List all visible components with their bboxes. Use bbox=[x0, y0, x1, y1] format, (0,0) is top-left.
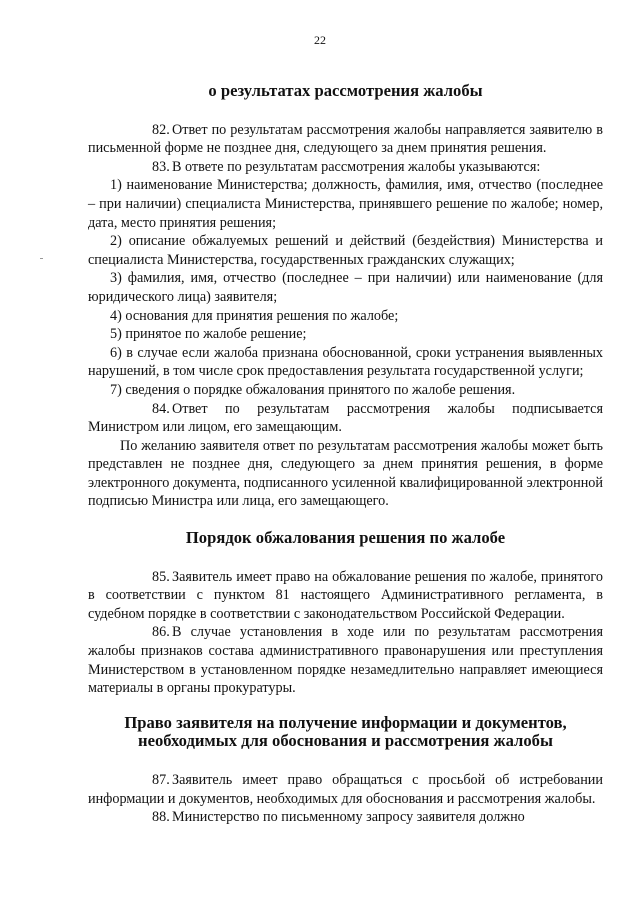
margin-mark bbox=[40, 258, 43, 259]
paragraph-text: Заявитель имеет право обращаться с просьбой об истребовании информации и документов, необходимых для обоснования и рассмотрения жалобы. bbox=[88, 772, 603, 807]
paragraph-number: 85. bbox=[152, 568, 170, 585]
list-item-5: 5) принятое по жалобе решение; bbox=[110, 326, 307, 343]
paragraph-text: Заявитель имеет право на обжалование решения по жалобе, принятого в соответствии с пунктом 81 настоящего Административного регламента, в судебном порядке в соответствии с законодательством Российской Федерации. bbox=[88, 568, 603, 622]
paragraph-87 bbox=[88, 771, 603, 808]
paragraph-84 bbox=[88, 400, 603, 437]
paragraph-text: В случае установления в ходе или по результатам рассмотрения жалобы признаков состава административного правонарушения или преступления Министерством в установленном порядке незамедлительно направляет имеющиеся материалы в органы прокуратуры. bbox=[88, 624, 603, 697]
paragraph-number: 83. bbox=[152, 158, 170, 175]
paragraph-83 bbox=[88, 158, 603, 177]
paragraph-number: 86. bbox=[152, 624, 170, 641]
heading-line-1: Право заявителя на получение информации и документов, bbox=[124, 712, 567, 732]
paragraph-text: В ответе по результатам рассмотрения жалобы указываются: bbox=[172, 158, 541, 175]
list-item-4: 4) основания для принятия решения по жалобе; bbox=[110, 307, 399, 324]
paragraph-number: 82. bbox=[152, 121, 170, 138]
paragraph-text: Министерство по письменному запросу заявителя должно bbox=[172, 809, 525, 826]
section-title: о результатах рассмотрения жалобы bbox=[208, 81, 483, 100]
paragraph-number: 84. bbox=[152, 400, 170, 417]
heading-line-2: необходимых для обоснования и рассмотрения жалобы bbox=[138, 731, 553, 751]
document-body bbox=[88, 82, 603, 827]
paragraph-86 bbox=[88, 623, 603, 697]
list-item-1: 1) наименование Министерства; должность, фамилия, имя, отчество (последнее – при наличии) специалиста Министерства, принявшего решение по жалобе; номер, дата, место принятия решения; bbox=[88, 177, 603, 231]
paragraph-88 bbox=[88, 808, 603, 827]
paragraph-82 bbox=[88, 121, 603, 158]
list-item-3: 3) фамилия, имя, отчество (последнее – при наличии) или наименование (для юридического лица) заявителя; bbox=[88, 270, 603, 305]
list-item-6: 6) в случае если жалоба признана обоснованной, сроки устранения выявленных нарушений, в том числе срок предоставления результата государственной услуги; bbox=[88, 344, 603, 380]
list-item-7: 7) сведения о порядке обжалования принятого по жалобе решения. bbox=[110, 381, 516, 398]
paragraph-number: 88. bbox=[152, 809, 170, 826]
paragraph-text: Ответ по результатам рассмотрения жалобы подписывается Министром или лицом, его замещающим. bbox=[88, 400, 603, 436]
paragraph-85 bbox=[88, 568, 603, 624]
section-heading-rights bbox=[88, 714, 603, 751]
paragraph-number: 87. bbox=[152, 772, 170, 788]
paragraph-84-continued: По желанию заявителя ответ по результатам рассмотрения жалобы может быть представлен не позднее дня, следующего за днем принятия решения, в форме электронного документа, подписанного усиленной квалифицированной электронной подписью Министра или лица, его замещающего. bbox=[88, 437, 603, 510]
paragraph-text: Ответ по результатам рассмотрения жалобы направляется заявителю в письменной форме не позднее дня, следующего за днем принятия решения. bbox=[88, 121, 603, 157]
section-heading-appeal: Порядок обжалования решения по жалобе bbox=[185, 528, 506, 548]
list-item-2: 2) описание обжалуемых решений и действий (бездействия) Министерства и специалиста Министерства, государственных гражданских служащих; bbox=[88, 233, 603, 268]
page-number: 22 bbox=[314, 33, 326, 47]
